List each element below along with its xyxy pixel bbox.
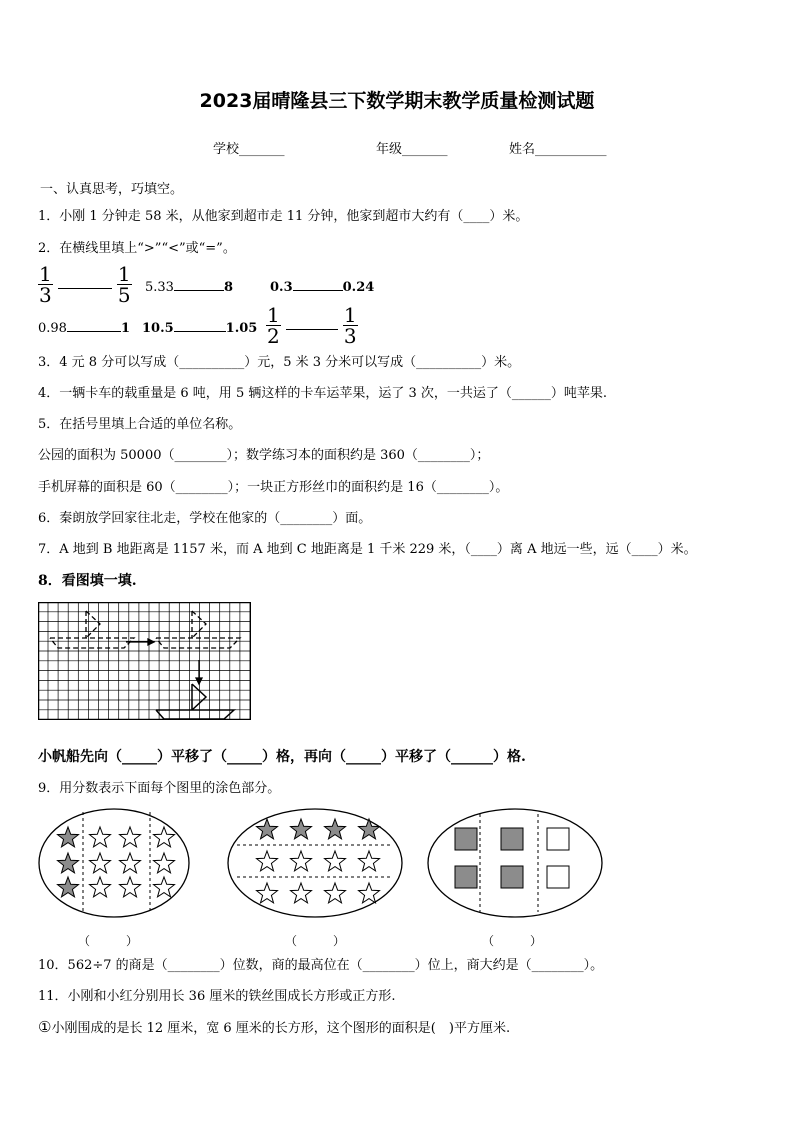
empty-star: [325, 883, 346, 903]
compare-fractions-2: [266, 305, 358, 346]
shaded-square: [501, 828, 523, 850]
circled-number-1: ①: [38, 1018, 52, 1036]
question-10: 10．562÷7 的商是（________）位数，商的最高位在（________）位上，商大约是（________）。: [38, 958, 604, 973]
empty-star: [325, 851, 346, 871]
shaded-star: [58, 827, 79, 847]
section-heading: 一、认真思考，巧填空。: [40, 182, 184, 197]
shaded-square: [455, 866, 477, 888]
compare-decimal-1: 5.33 8: [145, 276, 233, 297]
question-11: 11．小刚和小红分别用长 36 厘米的铁丝围成长方形或正方形.: [38, 989, 396, 1004]
answer-blank[interactable]: [58, 274, 112, 289]
empty-star: [359, 883, 380, 903]
page-title: 2023届晴隆县三下数学期末教学质量检测试题: [199, 90, 595, 112]
answer-blank[interactable]: [174, 276, 224, 291]
fraction: $\frac{1}{2}$: [267, 303, 280, 348]
stars-oval-figure-1: [38, 808, 190, 918]
empty-square: [547, 828, 569, 850]
empty-star: [120, 877, 141, 897]
fraction: $\frac{1}{5}$: [117, 262, 131, 307]
question-5: 5．在括号里填上合适的单位名称。: [38, 417, 242, 432]
question-1: 1．小刚 1 分钟走 58 米，从他家到超市走 11 分钟，他家到超市大约有（____）米。: [38, 209, 529, 224]
empty-star: [90, 853, 111, 873]
name-field[interactable]: 姓名___________: [509, 142, 607, 157]
shaded-star: [58, 877, 79, 897]
compare-decimal-3: 0.98 1: [38, 317, 130, 338]
answer-blank[interactable]: [67, 317, 121, 332]
empty-star: [120, 827, 141, 847]
answer-blank[interactable]: [286, 315, 338, 330]
fraction: $\frac{1}{3}$: [39, 262, 52, 307]
question-7: 7．A 地到 B 地距离是 1157 米，而 A 地到 C 地距离是 1 千米 229 米，（____）离 A 地远一些，远（____）米。: [38, 542, 697, 557]
question-8-answer: 小帆船先向（_____）平移了（_____）格，再向（_____）平移了（______）格.: [38, 749, 526, 765]
squares-oval-figure: [427, 808, 604, 918]
empty-star: [359, 851, 380, 871]
empty-star: [154, 853, 175, 873]
empty-star: [291, 851, 312, 871]
sailboat-dashed-1: [50, 611, 134, 648]
grid-lines: [38, 602, 251, 720]
sailboat-dashed-2: [156, 611, 240, 648]
shaded-square: [501, 866, 523, 888]
question-5-line-2: 手机屏幕的面积是 60（________）；一块正方形丝巾的面积约是 16（________）。: [38, 480, 509, 495]
stars-oval-figure-2: [227, 808, 404, 918]
empty-star: [90, 827, 111, 847]
compare-decimal-2: 0.3 0.24: [270, 276, 374, 297]
compare-fractions-1: [38, 264, 132, 305]
answer-blank[interactable]: [293, 276, 343, 291]
empty-star: [291, 883, 312, 903]
question-4: 4．一辆卡车的载重量是 6 吨，用 5 辆这样的卡车运苹果，运了 3 次，一共运了（______）吨苹果.: [38, 386, 608, 401]
arrow-right: [126, 639, 154, 645]
answer-blank[interactable]: [174, 317, 226, 332]
question-3: 3．4 元 8 分可以写成（__________）元，5 米 3 分米可以写成（__________）米。: [38, 355, 521, 370]
answer-paren-2[interactable]: （ ）: [285, 934, 346, 948]
question-11-sub-1: ①小刚围成的是长 12 厘米，宽 6 厘米的长方形，这个图形的面积是( )平方厘米.: [38, 1018, 511, 1036]
answer-paren-1[interactable]: （ ）: [78, 934, 139, 948]
question-8: 8．看图填一填.: [38, 573, 137, 589]
empty-star: [154, 877, 175, 897]
empty-star: [257, 883, 278, 903]
shaded-square: [455, 828, 477, 850]
question-9: 9．用分数表示下面每个图里的涂色部分。: [38, 781, 281, 796]
arrow-down: [196, 660, 202, 684]
sailboat-solid: [156, 684, 234, 719]
empty-star: [120, 853, 141, 873]
empty-star: [154, 827, 175, 847]
question-2: 2．在横线里填上“>”“<”或“=”。: [38, 241, 236, 256]
fraction: $\frac{1}{3}$: [343, 303, 357, 348]
empty-star: [257, 851, 278, 871]
empty-square: [547, 866, 569, 888]
answer-paren-3[interactable]: （ ）: [482, 934, 543, 948]
grade-field[interactable]: 年级_______: [376, 142, 448, 157]
school-field[interactable]: 学校_______: [213, 142, 285, 157]
shaded-star: [58, 853, 79, 873]
shaded-star: [359, 819, 380, 839]
sailboat-grid-figure: [38, 602, 251, 720]
shaded-star: [291, 819, 312, 839]
empty-star: [90, 877, 111, 897]
compare-decimal-4: 10.5 1.05: [142, 317, 257, 338]
question-6: 6．秦朗放学回家往北走，学校在他家的（________）面。: [38, 511, 372, 526]
shaded-star: [325, 819, 346, 839]
question-5-line-1: 公园的面积为 50000（________）；数学练习本的面积约是 360（________）；: [38, 448, 490, 463]
